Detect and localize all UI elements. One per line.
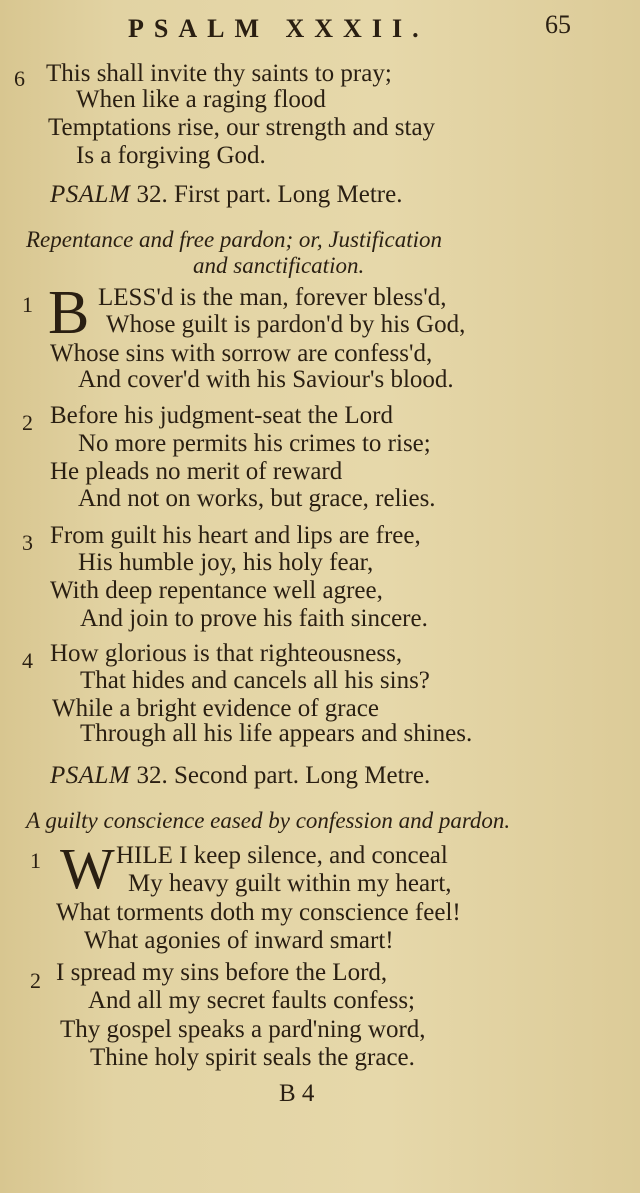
verse-line: HILE I keep silence, and conceal xyxy=(116,842,448,869)
verse-number: 1 xyxy=(22,292,33,317)
verse-line: Temptations rise, our strength and stay xyxy=(48,114,436,141)
verse-line: Is a forgiving God. xyxy=(76,142,266,169)
verse-line: What torments doth my conscience feel! xyxy=(56,899,461,926)
verse-line: His humble joy, his holy fear, xyxy=(78,549,374,576)
verse-line: With deep repentance well agree, xyxy=(50,577,383,604)
drop-cap: W xyxy=(60,836,115,901)
section-subtitle: and sanctification. xyxy=(193,253,365,278)
verse-number: 2 xyxy=(30,968,41,993)
verse-number: 2 xyxy=(22,410,33,435)
verse-line: This shall invite thy saints to pray; xyxy=(46,60,392,87)
verse-line: How glorious is that righteousness, xyxy=(50,640,403,667)
heading-psalm: PSALM xyxy=(50,762,131,789)
verse-line: He pleads no merit of reward xyxy=(50,458,343,485)
verse-line: Thy gospel speaks a pard'ning word, xyxy=(60,1016,426,1043)
section-subtitle: Repentance and free pardon; or, Justification xyxy=(26,227,443,252)
verse-number: 4 xyxy=(22,648,33,673)
section-heading-first-part xyxy=(50,181,402,209)
section-subtitle: A guilty conscience eased by confession and pardon. xyxy=(26,808,511,833)
heading-detail: 32. First part. Long Metre. xyxy=(136,181,403,208)
verse-line: My heavy guilt within my heart, xyxy=(128,870,452,897)
verse-number: 3 xyxy=(22,530,33,555)
heading-detail: 32. Second part. Long Metre. xyxy=(136,762,431,789)
verse-line: When like a raging flood xyxy=(76,86,326,113)
verse-line: And not on works, but grace, relies. xyxy=(78,485,436,512)
verse-number: 6 xyxy=(14,66,25,91)
verse-number: 1 xyxy=(30,848,41,873)
page-header xyxy=(0,6,640,46)
verse-line: Before his judgment-seat the Lord xyxy=(50,402,393,429)
verse-line: Whose guilt is pardon'd by his God, xyxy=(106,311,466,338)
verse-line: Through all his life appears and shines. xyxy=(80,720,473,747)
verse-line: What agonies of inward smart! xyxy=(84,927,394,954)
running-title: PSALM XXXII. xyxy=(128,14,429,43)
verse-line: No more permits his crimes to rise; xyxy=(78,430,431,457)
verse-line: Thine holy spirit seals the grace. xyxy=(90,1044,415,1071)
verse-line: And join to prove his faith sincere. xyxy=(80,605,428,632)
verse-line: And all my secret faults confess; xyxy=(88,987,415,1014)
verse-line: I spread my sins before the Lord, xyxy=(56,959,388,986)
verse-line: While a bright evidence of grace xyxy=(52,695,379,722)
page-number: 65 xyxy=(545,10,571,39)
section-heading-second-part xyxy=(50,762,430,790)
drop-cap: B xyxy=(48,279,90,347)
verse-line: From guilt his heart and lips are free, xyxy=(50,522,421,549)
verse-line: That hides and cancels all his sins? xyxy=(80,667,430,694)
signature-mark: B 4 xyxy=(279,1080,315,1107)
verse-line: Whose sins with sorrow are confess'd, xyxy=(50,340,433,367)
verse-line: And cover'd with his Saviour's blood. xyxy=(78,366,454,393)
verse-line: LESS'd is the man, forever bless'd, xyxy=(98,284,447,311)
heading-psalm: PSALM xyxy=(50,181,131,208)
